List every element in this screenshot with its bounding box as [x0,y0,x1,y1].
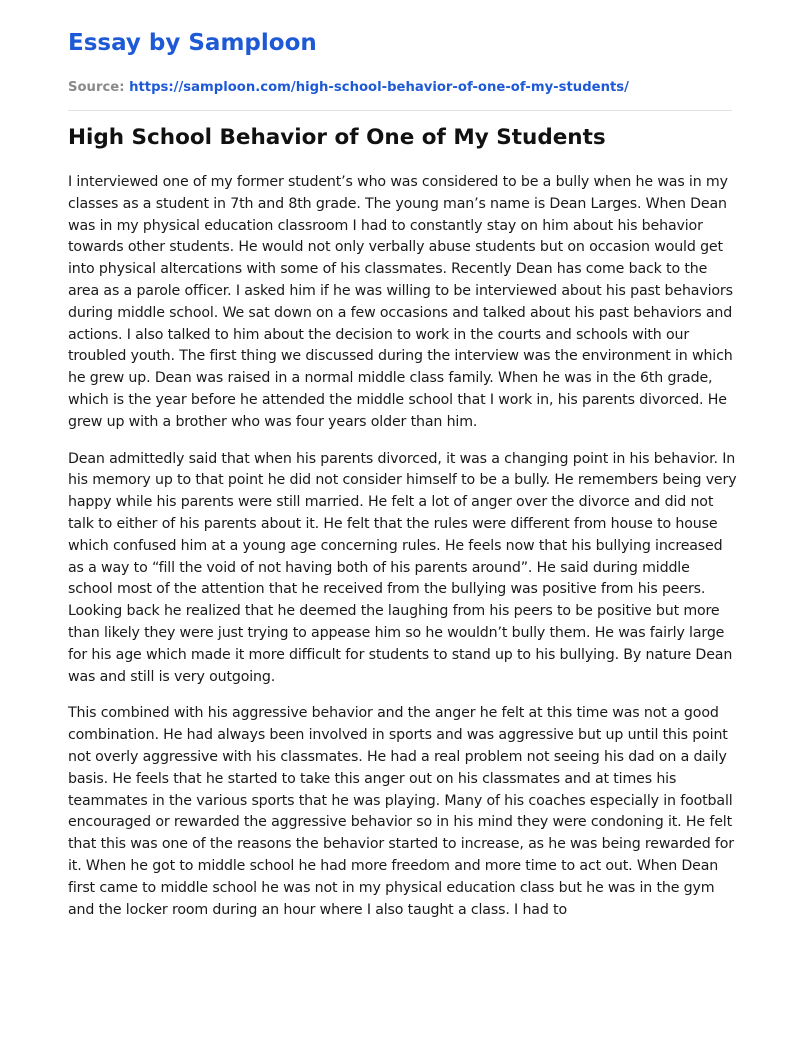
essay-paragraph: This combined with his aggressive behavior and the anger he felt at this time was not a good combination. He had always been involved in sports and was aggressive but up until this point not overly aggressive with his classmates. He had a real problem not seeing his dad on a daily basis. He feels that he started to take this anger out on his classmates and at times his teammates in the various sports that he was playing. Many of his coaches especially in football encouraged or rewarded the aggressive behavior so in his mind they were condoning it. He felt that this was one of the reasons the behavior started to increase, as he was being rewarded for it. When he got to middle school he had more freedom and more time to act out. When Dean first came to middle school he was not in my physical education class but he was in the gym and the locker room during an hour where I also taught a class. I had to [68,705,734,918]
essay-paragraph: I interviewed one of my former student’s who was considered to be a bully when he was in my classes as a student in 7th and 8th grade. The young man’s name is Dean Larges. When Dean was in my physical education classroom I had to constantly stay on him about his behavior towards other students. He would not only verbally abuse students but on occasion would get into physical altercations with some of his classmates. Recently Dean has come back to the area as a parole officer. I asked him if he was willing to be interviewed about his past behaviors during middle school. We sat down on a few occasions and talked about his past behaviors and actions. I also talked to him about the decision to work in the courts and schools with our troubled youth. The first thing we discussed during the interview was the environment in which he grew up. Dean was raised in a normal middle class family. When he was in the 6th grade, which is the year before he attended the middle school that I work in, his parents divorced. He grew up with a brother who was four years older than him. [68,174,733,430]
essay-paragraph: Dean admittedly said that when his parents divorced, it was a changing point in his behavior. In his memory up to that point he did not consider himself to be a bully. He remembers being very happy while his parents were still married. He felt a lot of anger over the divorce and did not talk to either of his parents about it. He felt that the rules were different from house to house which confused him at a young age concerning rules. He feels now that his bullying increased as a way to “fill the void of not having both of his parents around”. He said during middle school most of the attention that he received from the bullying was positive from his peers. Looking back he realized that he deemed the laughing from his peers to be positive but more than likely they were just trying to appease him so he wouldn’t bully them. He was fairly large for his age which made it more difficult for students to stand up to his bullying. By nature Dean was and still is very outgoing. [68,450,737,685]
source-link[interactable]: https://samploon.com/high-school-behavior-of-one-of-my-students/ [129,80,629,95]
source-label: Source: [68,80,125,95]
source-line [68,79,629,97]
site-brand[interactable]: Essay by Samploon [68,30,317,56]
essay-body [68,172,738,936]
header-divider [68,110,732,111]
essay-title: High School Behavior of One of My Students [68,125,606,150]
